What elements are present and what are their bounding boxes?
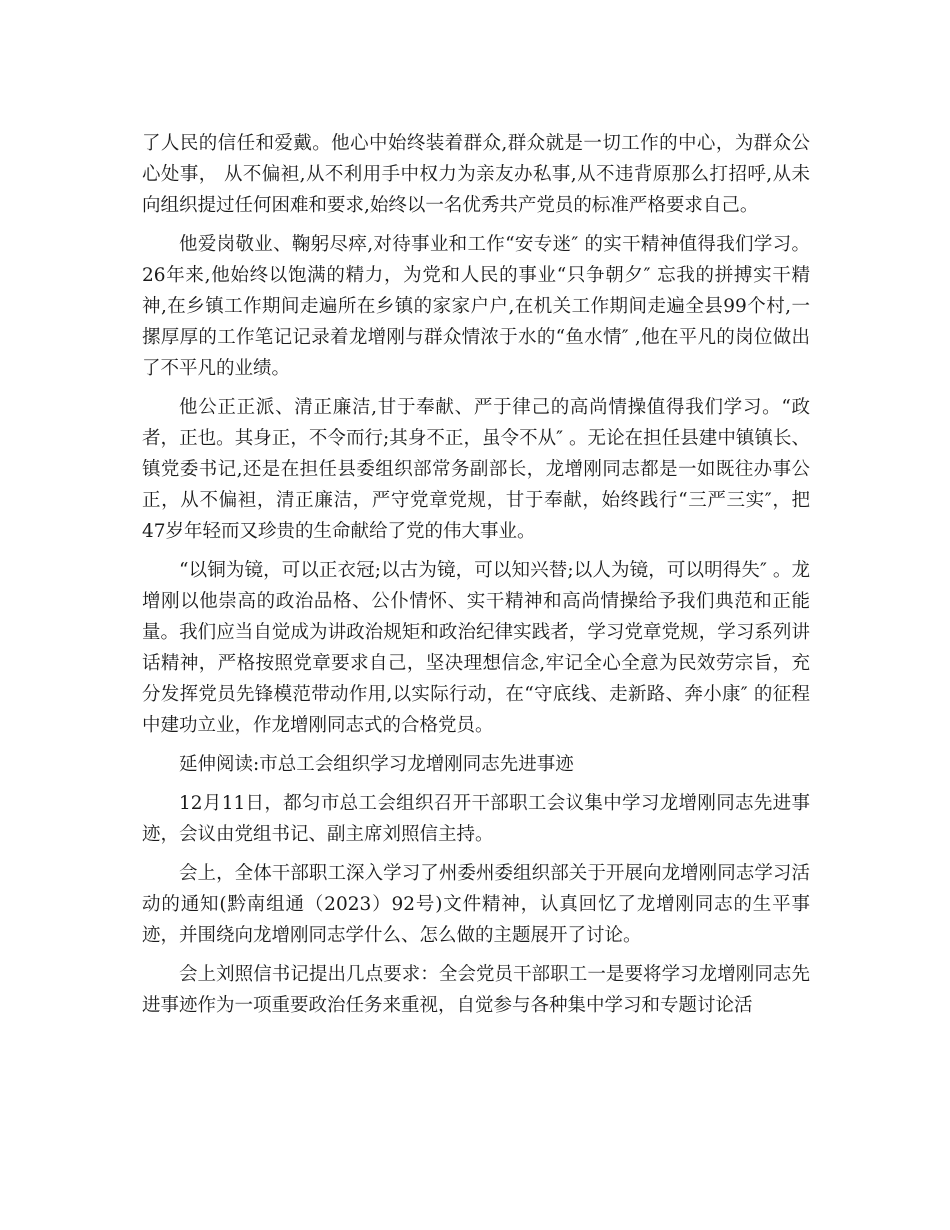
paragraph-continuation: 了人民的信任和爱戴。他心中始终装着群众,群众就是一切工作的中心，为群众公心处事， 从不偏袒,从不利用手中权力为亲友办私事,从不违背原那么打招呼,从未向组织提过任何困难和要求,始终以一名优秀共产党员的标准严格要求自己。	[142, 133, 810, 216]
paragraph-dedication: 他爱岗敬业、鞠躬尽瘁,对待事业和工作“安专迷″ 的实干精神值得我们学习。26年来,他始终以饱满的精力，为党和人民的事业“只争朝夕″ 忘我的拼搏实干精神,在乡镇工作期间走遍所在乡镇的家家户户,在机关工作期间走遍全县99个村,一摞厚厚的工作笔记记录着龙增刚与群众情浓于水的“鱼水情″ ,他在平凡的岗位做出了不平凡的业绩。	[142, 234, 810, 379]
paragraph-requirements: 会上刘照信书记提出几点要求：全会党员干部职工一是要将学习龙增刚同志先进事迹作为一项重要政治任务来重视，自觉参与各种集中学习和专题讨论活	[142, 964, 810, 1016]
paragraph-meeting-study: 会上，全体干部职工深入学习了州委州委组织部关于开展向龙增刚同志学习活动的通知(黔南组通（2023）92号)文件精神，认真回忆了龙增刚同志的生平事迹，并围绕向龙增刚同志学什么、怎么做的主题展开了讨论。	[142, 863, 810, 946]
extended-reading-heading: 延伸阅读:市总工会组织学习龙增刚同志先进事迹	[179, 754, 574, 775]
paragraph-meeting-date: 12月11日，都匀市总工会组织召开干部职工会议集中学习龙增刚同志先进事迹，会议由党组书记、副主席刘照信主持。	[142, 793, 810, 845]
paragraph-mirror-quote: “以铜为镜，可以正衣冠;以古为镜，可以知兴替;以人为镜，可以明得失″ 。龙增刚以他崇高的政治品格、公仆情怀、实干精神和高尚情操给予我们典范和正能量。我们应当自觉成为讲政治规矩和政治纪律实践者，学习党章党规，学习系列讲话精神，严格按照党章要求自己，坚决理想信念,牢记全心全意为民效劳宗旨，充分发挥党员先锋模范带动作用,以实际行动，在“守底线、走新路、奔小康″ 的征程中建功立业，作龙增刚同志式的合格党员。	[142, 560, 810, 736]
paragraph-integrity: 他公正正派、清正廉洁,甘于奉献、严于律己的高尚情操值得我们学习。“政者，正也。其身正，不令而行;其身不正，虽令不从″ 。无论在担任县建中镇镇长、镇党委书记,还是在担任县委组织部常务副部长，龙增刚同志都是一如既往办事公正，从不偏袒，清正廉洁，严守党章党规，甘于奉献，始终践行“三严三实″，把47岁年轻而又珍贵的生命献给了党的伟大事业。	[142, 397, 810, 542]
document-body	[142, 128, 810, 1029]
